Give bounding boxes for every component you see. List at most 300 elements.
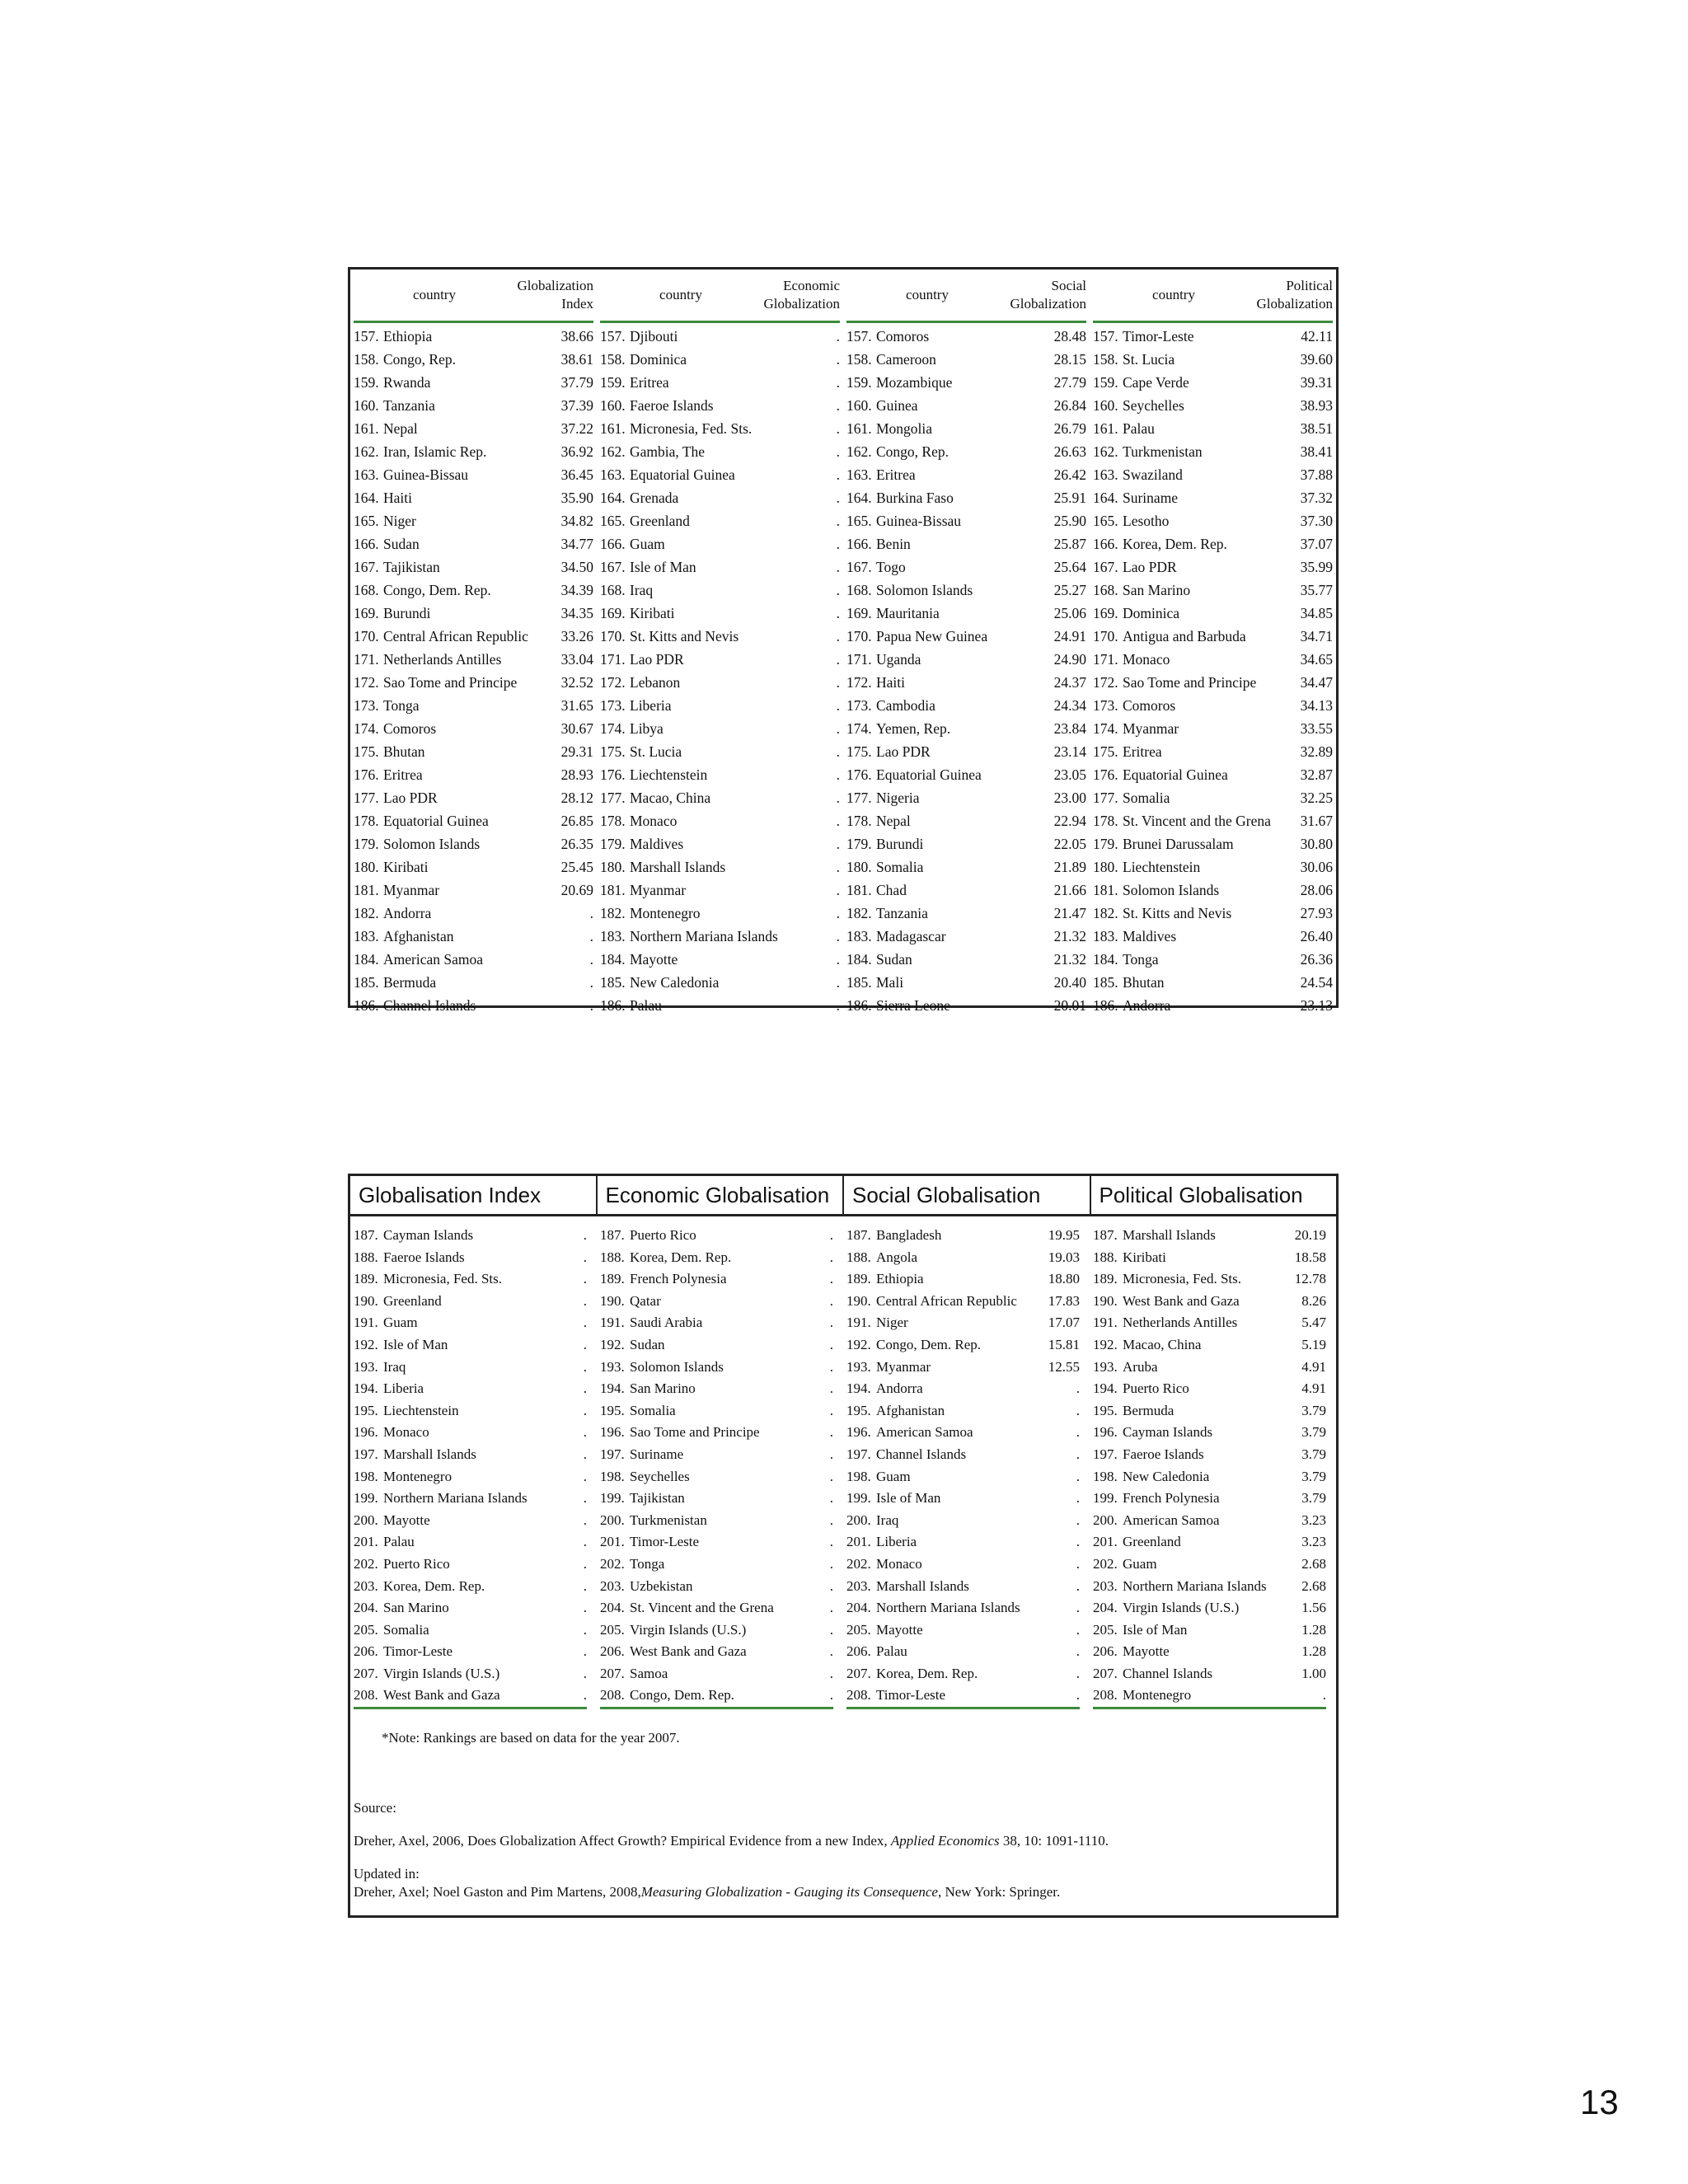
value-cell: . [583,1665,587,1681]
country-cell: Isle of Man [876,1490,941,1507]
value-cell: 25.87 [1053,536,1086,552]
country-cell: Korea, Dem. Rep. [1123,536,1227,552]
country-cell: Lao PDR [876,743,931,760]
value-cell: . [1076,1600,1080,1616]
value-cell: . [589,928,593,944]
value-cell: 34.13 [1300,697,1333,714]
rank-cell: 159. [600,374,626,391]
country-cell: Eritrea [876,466,916,483]
country-cell: Ethiopia [876,1271,924,1287]
rank-cell: 193. [846,1358,871,1375]
rank-cell: 192. [1093,1336,1118,1352]
value-cell: 28.48 [1053,328,1086,344]
value-cell: 12.78 [1294,1271,1326,1287]
country-cell: Palau [1123,420,1155,437]
country-cell: Liberia [630,697,672,714]
source-label: Source: [354,1800,396,1816]
rank-cell: 164. [600,490,626,506]
table-row [1093,1334,1326,1357]
rank-cell: 195. [354,1402,378,1418]
table-row [600,417,840,440]
country-cell: Congo, Dem. Rep. [630,1687,735,1704]
table-rows [600,323,840,1017]
rank-cell: 208. [354,1687,378,1704]
value-cell: . [829,1600,833,1616]
table-row [600,1554,833,1576]
rank-cell: 174. [354,720,379,737]
rank-cell: 157. [846,328,872,344]
country-cell: Swaziland [1123,466,1183,483]
table-row [354,902,593,925]
value-cell: 37.79 [560,374,593,391]
country-cell: St. Vincent and the Grena [630,1600,774,1616]
country-cell: Eritrea [383,766,423,783]
table-row [846,463,1086,486]
value-cell: . [836,882,840,898]
value-cell: . [836,859,840,875]
value-cell: . [829,1292,833,1309]
table-row [1093,902,1333,925]
country-cell: Timor-Leste [1123,328,1194,344]
value-cell: 17.83 [1048,1292,1080,1309]
country-cell: Isle of Man [383,1336,448,1352]
value-cell: . [836,420,840,437]
rank-cell: 172. [354,674,379,691]
rank-cell: 200. [354,1511,378,1528]
value-cell: . [583,1687,587,1704]
country-cell: Seychelles [630,1468,690,1484]
value-cell: 24.90 [1053,651,1086,668]
value-cell: 2.68 [1301,1577,1326,1594]
citation-tail: 38, 10: 1091-1110. [999,1833,1109,1849]
country-cell: Andorra [1123,997,1171,1014]
value-cell: 37.30 [1300,513,1333,529]
value-cell: 5.19 [1301,1336,1326,1352]
country-cell: Haiti [876,674,905,691]
country-cell: Tanzania [876,905,928,921]
globalization-ranking-table-bottom [348,1174,1339,1918]
rank-cell: 185. [600,974,626,991]
rank-cell: 161. [846,420,872,437]
table-row [846,1466,1080,1488]
table-row [846,486,1086,509]
rank-cell: 201. [846,1534,871,1550]
value-cell: 3.79 [1301,1468,1326,1484]
rank-cell: 199. [600,1490,625,1507]
rank-cell: 181. [1093,882,1118,898]
rank-cell: 174. [1093,720,1118,737]
rank-cell: 158. [354,351,379,368]
table-row [354,325,593,348]
value-header: Social Globalization [1010,278,1086,312]
table-column [350,269,597,1014]
table-row [1093,1531,1326,1554]
country-header: country [659,287,702,302]
table-row [846,1312,1080,1334]
table-row [354,371,593,394]
rank-cell: 204. [1093,1600,1118,1616]
table-column [350,1225,597,1709]
value-cell: . [583,1446,587,1462]
table-row [354,1378,587,1400]
rank-cell: 194. [846,1380,871,1397]
country-cell: Central African Republic [383,628,528,644]
country-cell: Virgin Islands (U.S.) [1123,1600,1240,1616]
country-cell: Liechtenstein [1123,859,1201,875]
rank-cell: 205. [846,1621,871,1638]
value-cell: . [829,1227,833,1243]
country-cell: Liechtenstein [383,1402,459,1418]
value-cell: . [829,1687,833,1704]
country-cell: Monaco [630,813,678,829]
country-cell: Equatorial Guinea [630,466,735,483]
value-cell: . [829,1424,833,1441]
header-political-globalisation: Political Globalisation [1099,1183,1303,1207]
country-cell: Niger [383,513,416,529]
value-cell: 2.68 [1301,1555,1326,1572]
table-row [846,694,1086,717]
value-cell: 34.35 [560,605,593,621]
country-cell: Lao PDR [1123,559,1177,575]
country-cell: Mauritania [876,605,940,621]
country-cell: Montenegro [630,905,701,921]
rank-cell: 192. [846,1336,871,1352]
country-cell: Monaco [1123,651,1170,668]
country-cell: Burundi [383,605,431,621]
country-cell: Afghanistan [876,1402,945,1418]
country-cell: Guam [1123,1555,1157,1572]
country-cell: Equatorial Guinea [876,766,982,783]
value-cell: 23.84 [1053,720,1086,737]
rank-cell: 190. [354,1292,378,1309]
table-row [1093,971,1333,994]
country-cell: Solomon Islands [630,1358,724,1375]
table-row [600,579,840,602]
table-row [1093,1400,1326,1422]
rank-cell: 191. [846,1315,871,1331]
table-row [1093,440,1333,463]
country-cell: Andorra [876,1380,923,1397]
country-cell: Uzbekistan [630,1577,693,1594]
country-cell: Angola [876,1249,918,1265]
table-row [846,579,1086,602]
table-row [600,763,840,786]
value-cell: 34.71 [1300,628,1333,644]
table-row [600,532,840,555]
rank-cell: 162. [600,443,626,460]
value-cell: . [1076,1555,1080,1572]
book-title: Measuring Globalization - Gauging its Consequence [640,1884,938,1900]
rank-cell: 205. [354,1621,378,1638]
table-row [1093,1291,1326,1313]
value-cell: 37.88 [1300,466,1333,483]
country-cell: Somalia [383,1621,429,1638]
country-cell: Sierra Leone [876,997,950,1014]
value-cell: 4.91 [1301,1358,1326,1375]
rank-cell: 175. [1093,743,1118,760]
rank-cell: 208. [1093,1687,1118,1704]
value-cell: 39.31 [1300,374,1333,391]
rank-cell: 158. [600,351,626,368]
rank-cell: 181. [600,882,626,898]
table-row [600,509,840,532]
rank-cell: 173. [600,697,626,714]
table-row [354,463,593,486]
table-row [846,786,1086,809]
table-row [846,1663,1080,1685]
value-cell: 24.54 [1300,974,1333,991]
value-cell: . [583,1402,587,1418]
value-cell: 26.42 [1053,466,1086,483]
value-cell: . [1076,1687,1080,1704]
rank-cell: 172. [846,674,872,691]
value-cell: 5.47 [1301,1315,1326,1331]
country-cell: Tajikistan [630,1490,685,1507]
table-row [354,1531,587,1554]
table-row [600,902,840,925]
table-row [1093,1576,1326,1598]
table-row [846,625,1086,648]
table-row [600,1510,833,1532]
rank-cell: 203. [846,1577,871,1594]
country-cell: Qatar [630,1292,661,1309]
value-cell: . [836,536,840,552]
table-row [1093,1663,1326,1685]
rank-cell: 202. [600,1555,625,1572]
value-cell: 32.89 [1300,743,1333,760]
table-row [600,1444,833,1466]
table-row [846,1531,1080,1554]
country-cell: Faeroe Islands [1123,1446,1204,1462]
country-cell: St. Lucia [1123,351,1175,368]
value-cell: . [583,1600,587,1616]
rank-cell: 188. [846,1249,871,1265]
rank-cell: 181. [354,882,379,898]
value-cell: . [1076,1446,1080,1462]
rank-cell: 198. [846,1468,871,1484]
value-cell: . [836,905,840,921]
header-globalisation-index: Globalisation Index [350,1176,598,1214]
value-cell: 20.69 [560,882,593,898]
country-cell: Micronesia, Fed. Sts. [630,420,753,437]
table-row [600,1531,833,1554]
rank-cell: 178. [354,813,379,829]
value-cell: 38.41 [1300,443,1333,460]
country-cell: Togo [876,559,906,575]
rank-cell: 190. [846,1292,871,1309]
country-cell: Congo, Rep. [383,351,456,368]
table-row [600,1422,833,1444]
table-row [600,1268,833,1291]
country-cell: New Caledonia [630,974,720,991]
rank-cell: 201. [1093,1534,1118,1550]
rank-cell: 182. [600,905,626,921]
rank-cell: 184. [1093,951,1118,968]
value-cell: . [1076,1424,1080,1441]
value-cell: 34.39 [560,582,593,598]
table-row [1093,625,1333,648]
table-row [600,648,840,671]
value-cell: . [829,1402,833,1418]
value-header: Political Globalization [1256,278,1333,312]
rank-cell: 167. [354,559,379,575]
country-cell: Somalia [630,1402,676,1418]
value-cell: . [836,328,840,344]
country-cell: Iran, Islamic Rep. [383,443,487,460]
country-cell: St. Vincent and the Grena [1123,813,1271,829]
rank-cell: 194. [1093,1380,1118,1397]
table-row [1093,1422,1326,1444]
value-cell: 23.13 [1300,997,1333,1014]
value-cell: 23.05 [1053,766,1086,783]
rank-cell: 185. [1093,974,1118,991]
value-cell: 20.19 [1294,1227,1326,1243]
rank-cell: 166. [846,536,872,552]
table-row [1093,740,1333,763]
table-row [1093,832,1333,855]
table-row [1093,648,1333,671]
country-cell: Dominica [630,351,687,368]
rank-cell: 187. [1093,1227,1118,1243]
value-cell: 1.00 [1301,1665,1326,1681]
value-cell: . [829,1446,833,1462]
country-cell: Equatorial Guinea [1123,766,1228,783]
rank-cell: 183. [1093,928,1118,944]
rank-cell: 188. [600,1249,625,1265]
rank-cell: 196. [1093,1424,1118,1441]
table-row [354,1619,587,1642]
value-cell: 23.00 [1053,790,1086,806]
country-cell: St. Kitts and Nevis [1123,905,1232,921]
table-row [846,994,1086,1017]
country-cell: Maldives [630,836,684,852]
country-cell: Eritrea [630,374,669,391]
value-cell: . [836,466,840,483]
table-row [846,948,1086,971]
value-cell: 35.90 [560,490,593,506]
country-cell: Madagascar [876,928,946,944]
table-header-row [350,1176,1336,1216]
table-row [846,902,1086,925]
country-cell: Kiribati [630,605,675,621]
value-cell: 28.06 [1300,882,1333,898]
table-row [354,648,593,671]
country-cell: Lesotho [1123,513,1170,529]
value-cell: 3.79 [1301,1490,1326,1507]
table-row [1093,486,1333,509]
table-row [1093,1510,1326,1532]
rank-cell: 176. [354,766,379,783]
table-row [846,1641,1080,1663]
table-row [846,1619,1080,1642]
value-cell: 15.81 [1048,1336,1080,1352]
country-cell: Tonga [1123,951,1159,968]
value-cell: . [836,651,840,668]
value-cell: 18.80 [1048,1271,1080,1287]
table-row [600,1378,833,1400]
table-row [1093,948,1333,971]
rank-cell: 162. [354,443,379,460]
table-row [1093,1312,1326,1334]
rank-cell: 179. [600,836,626,852]
country-cell: Kiribati [1123,1249,1166,1265]
value-cell: . [583,1511,587,1528]
rank-cell: 168. [354,582,379,598]
value-cell: 1.28 [1301,1621,1326,1638]
table-row [600,809,840,832]
value-cell: 21.47 [1053,905,1086,921]
rank-cell: 199. [1093,1490,1118,1507]
country-cell: Papua New Guinea [876,628,988,644]
value-cell: . [583,1555,587,1572]
value-cell: 25.45 [560,859,593,875]
country-cell: Bermuda [383,974,437,991]
value-cell: . [583,1577,587,1594]
table-row [846,1291,1080,1313]
country-cell: Sao Tome and Principe [630,1424,760,1441]
value-cell: . [1076,1577,1080,1594]
country-cell: Sudan [630,1336,665,1352]
rank-cell: 192. [354,1336,378,1352]
table-row [1093,417,1333,440]
value-cell: . [829,1490,833,1507]
value-cell: . [836,697,840,714]
table-row [600,994,840,1017]
table-row [846,1685,1080,1707]
country-cell: Grenada [630,490,679,506]
rank-cell: 196. [600,1424,625,1441]
country-cell: Monaco [876,1555,922,1572]
value-cell: . [589,974,593,991]
rank-cell: 167. [846,559,872,575]
table-row [846,1554,1080,1576]
table-row [846,671,1086,694]
value-cell: . [583,1315,587,1331]
value-cell: 3.79 [1301,1402,1326,1418]
table-row [600,786,840,809]
country-cell: Mongolia [876,420,933,437]
table-row [846,855,1086,879]
table-row [600,832,840,855]
country-cell: Marshall Islands [1123,1227,1216,1243]
value-cell: 36.92 [560,443,593,460]
value-cell: 30.06 [1300,859,1333,875]
country-cell: Guinea [876,397,918,414]
rank-cell: 175. [600,743,626,760]
table-row [600,1685,833,1707]
table-row [846,809,1086,832]
table-row [846,971,1086,994]
country-cell: Bhutan [383,743,425,760]
value-cell: 24.34 [1053,697,1086,714]
rank-cell: 177. [846,790,872,806]
table-row [846,440,1086,463]
table-row [1093,671,1333,694]
table-row [600,1247,833,1269]
rank-cell: 169. [846,605,872,621]
country-cell: American Samoa [876,1424,973,1441]
table-row [1093,994,1333,1017]
rank-cell: 182. [1093,905,1118,921]
country-cell: Isle of Man [630,559,696,575]
rank-cell: 172. [600,674,626,691]
value-cell: . [836,674,840,691]
value-cell: . [583,1292,587,1309]
table-row [354,971,593,994]
country-cell: Burkina Faso [876,490,954,506]
value-cell: . [1322,1687,1326,1704]
value-cell: 25.64 [1053,559,1086,575]
